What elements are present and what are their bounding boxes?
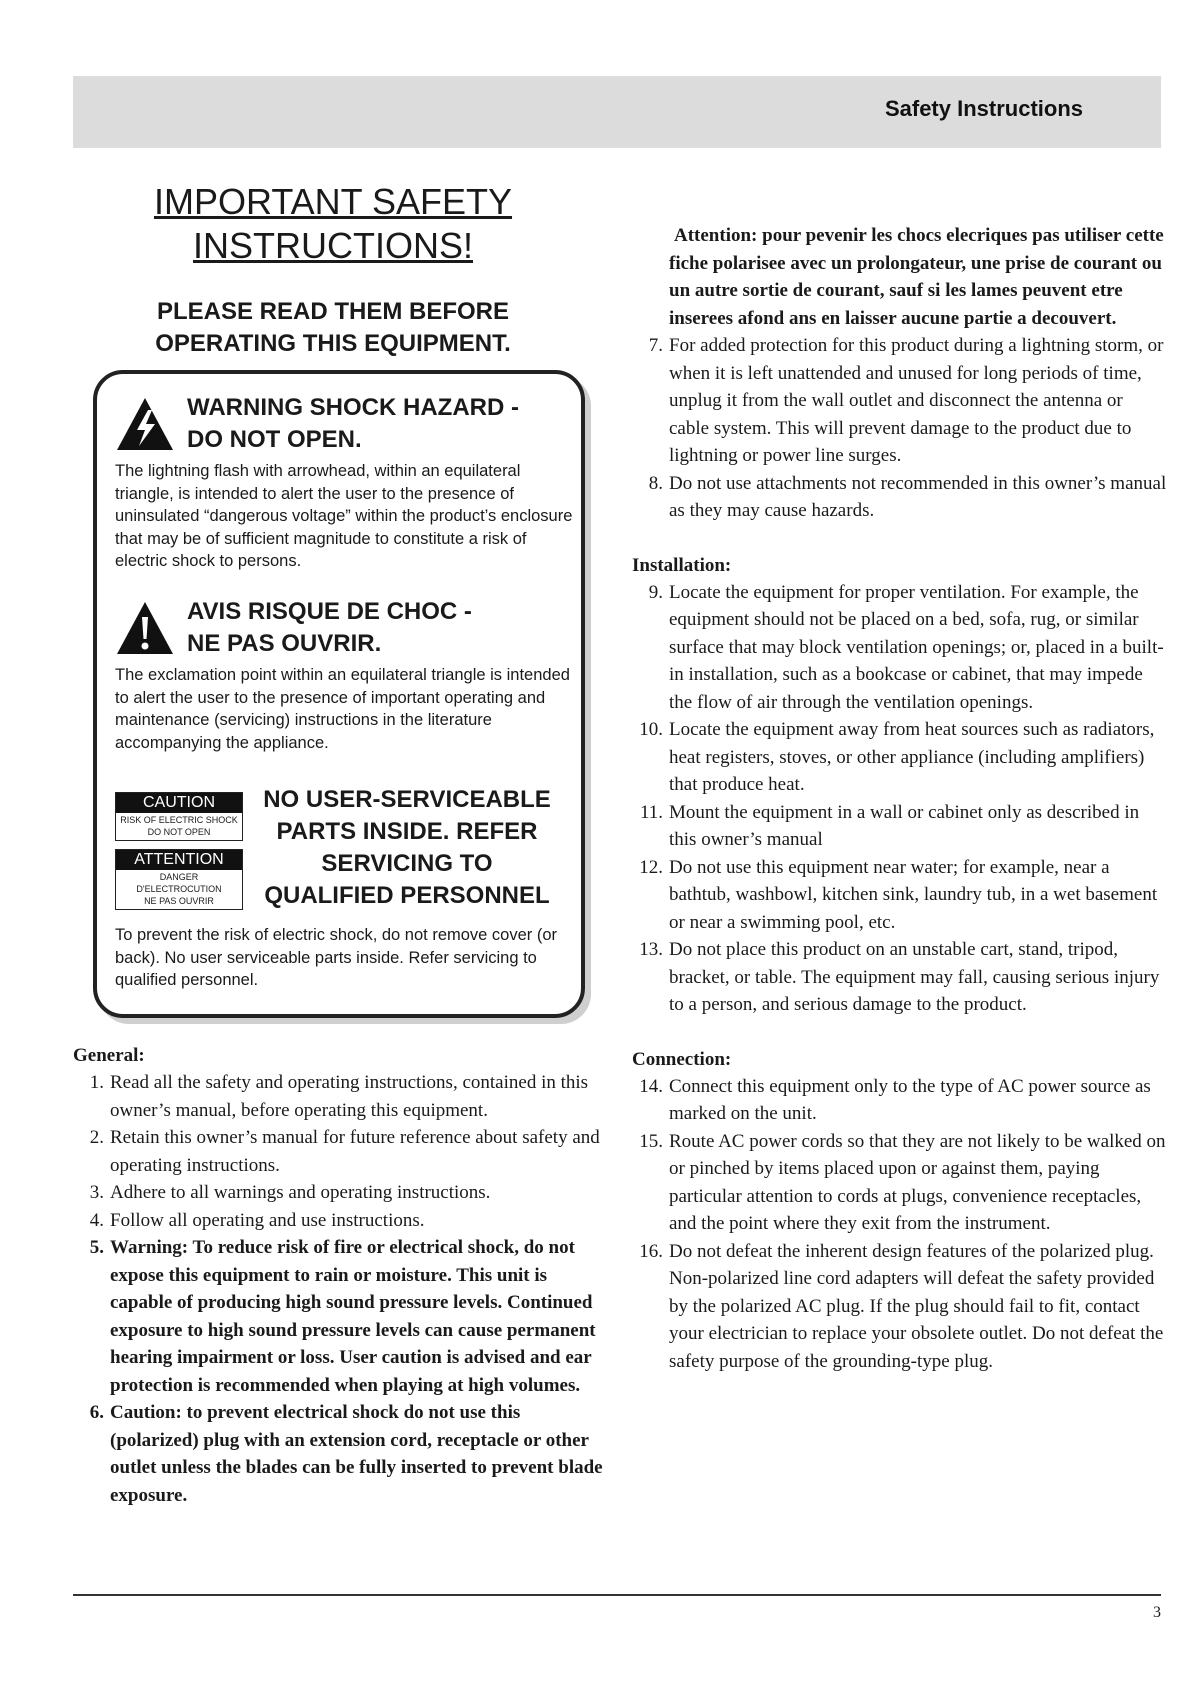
list-continued bbox=[632, 332, 1167, 525]
list-item: 12. Do not use this equipment near water; for example, near a bathtub, washbowl, kitchen sink, laundry tub, in a wet basement or near a swimming pool, etc. bbox=[639, 856, 1158, 933]
installation-heading: Installation: bbox=[632, 554, 732, 576]
exclamation-triangle-icon bbox=[115, 600, 175, 656]
subtitle: PLEASE READ THEM BEFORE OPERATING THIS EQUIPMENT. bbox=[155, 298, 511, 357]
list-item: 3. Adhere to all warnings and operating instructions. bbox=[89, 1182, 491, 1203]
list-item: 10. Locate the equipment away from heat sources such as radiators, heat registers, stoves, or other appliance (including amplifiers) that produce heat. bbox=[639, 719, 1155, 795]
list-item: 5. Warning: To reduce risk of fire or electrical shock, do not expose this equipment to rain or moisture. This unit is capable of producing high sound pressure levels. Continued exposure to high sound pressure levels can cause permanent hearing impairment or loss. User caution is advised and ear protection is recommended when playing at high volumes. bbox=[89, 1237, 596, 1396]
list-item: 6. Caution: to prevent electrical shock do not use this (polarized) plug with an extension cord, receptacle or other outlet unless the blades can be fully inserted to prevent blade exposure. bbox=[89, 1402, 603, 1506]
list-item: 9. Locate the equipment for proper ventilation. For example, the equipment should not be placed on a bed, sofa, rug, or similar surface that may block ventilation openings; or, placed in a built-in installation, such as a bookcase or cabinet, that may impede the flow of air through the ventilation openings. bbox=[648, 581, 1164, 713]
page-number: 3 bbox=[1153, 1604, 1161, 1621]
connection-list bbox=[632, 1073, 1167, 1376]
list-item: 7. For added protection for this product during a lightning storm, or when it is left unattended and unused for long periods of time, unplug it from the wall outlet and disconnect the antenna or cable system. This will prevent damage to the product due to lightning or power line surges. bbox=[648, 335, 1164, 466]
avis-text: The exclamation point within an equilateral triangle is intended to alert the user to the presence of important operating and maintenance (servicing) instructions in the literature accompanying the appliance. bbox=[115, 666, 570, 752]
list-item: 4. Follow all operating and use instructions. bbox=[89, 1209, 425, 1231]
general-heading: General: bbox=[73, 1045, 145, 1066]
list-item: 15. Route AC power cords so that they are not likely to be walked on or pinched by items placed upon or against them, paying particular attention to cords at plugs, convenience receptacles, and the point where they exit from the instrument. bbox=[639, 1130, 1166, 1234]
list-item: 1. Read all the safety and operating instructions, contained in this owner’s manual, before operating this equipment. bbox=[89, 1072, 589, 1121]
shock-hazard-text: The lightning flash with arrowhead, within an equilateral triangle, is intended to alert the user to the presence of uninsulated “dangerous voltage” within the product’s enclosure that may be of sufficient magnitude to constitute a risk of electric shock to persons. bbox=[115, 462, 573, 570]
list-item: 16. Do not defeat the inherent design features of the polarized plug. Non-polarized line cord adapters will defeat the safety provided by the polarized AC plug. If the plug should fail to fit, contact your electrician to replace your obsolete outlet. Do not defeat the safety purpose of the grounding-type plug. bbox=[639, 1240, 1164, 1372]
caution-label: CAUTION RISK OF ELECTRIC SHOCK DO NOT OPEN bbox=[115, 792, 243, 841]
shock-hazard-section bbox=[115, 392, 575, 573]
list-item: 13. Do not place this product on an unstable cart, stand, tripod, bracket, or table. The equipment may fall, causing serious injury to a person, and serious damage to the product. bbox=[639, 939, 1160, 1015]
list-item: 11. Mount the equipment in a wall or cabinet only as described in this owner’s manual bbox=[639, 801, 1140, 850]
header-band bbox=[73, 76, 1161, 148]
installation-list bbox=[632, 579, 1167, 1019]
attention-label: ATTENTION DANGER D'ELECTROCUTION NE PAS OUVRIR bbox=[115, 849, 243, 910]
list-item: 2. Retain this owner’s manual for future reference about safety and operating instructions. bbox=[89, 1127, 600, 1176]
list-item: 14. Connect this equipment only to the type of AC power source as marked on the unit. bbox=[639, 1075, 1151, 1124]
connection-heading: Connection: bbox=[632, 1048, 732, 1070]
attention-french: Attention: pour pevenir les chocs elecriques pas utiliser cette fiche polarisee avec un prolongateur, une prise de courant ou un autre sortie de courant, sauf si les lames peuvent etre inserees afond ans en laisser aucune partie a decouvert. bbox=[669, 225, 1164, 329]
caution-labels bbox=[115, 792, 245, 918]
no-user-serviceable-heading: NO USER-SERVICEABLE PARTS INSIDE. REFER SERVICING TO QUALIFIED PERSONNEL bbox=[263, 786, 551, 909]
avis-section bbox=[115, 596, 575, 754]
left-column bbox=[73, 180, 603, 1509]
main-title: IMPORTANT SAFETY INSTRUCTIONS! bbox=[153, 181, 513, 266]
general-section bbox=[73, 1042, 603, 1509]
header-title: Safety Instructions bbox=[884, 96, 1083, 121]
general-list bbox=[73, 1069, 603, 1509]
connection-section bbox=[632, 1046, 1167, 1376]
footer-rule bbox=[73, 1594, 1161, 1596]
list-item: 8. Do not use attachments not recommended in this owner’s manual as they may cause hazards. bbox=[648, 472, 1167, 521]
prevent-shock-text: To prevent the risk of electric shock, do not remove cover (or back). No user serviceable parts inside. Refer servicing to qualified personnel. bbox=[115, 926, 558, 989]
shock-hazard-title: WARNING SHOCK HAZARD - DO NOT OPEN. bbox=[187, 394, 519, 453]
right-column bbox=[632, 222, 1167, 1375]
warning-box bbox=[93, 370, 585, 1018]
installation-section bbox=[632, 552, 1167, 1019]
avis-title: AVIS RISQUE DE CHOC - NE PAS OUVRIR. bbox=[187, 598, 472, 657]
lightning-triangle-icon bbox=[115, 396, 175, 452]
